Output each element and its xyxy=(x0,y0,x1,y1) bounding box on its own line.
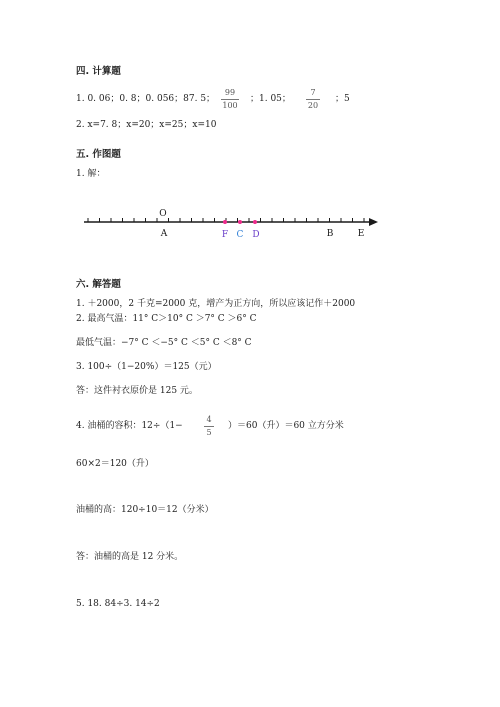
fraction-numerator: 4 xyxy=(206,415,212,424)
point-a-label: A xyxy=(160,229,168,239)
number-line-diagram xyxy=(0,0,500,260)
fraction-denominator: 20 xyxy=(307,101,319,110)
answer-6-4-step-3: 油桶的高：120÷10＝12（分米） xyxy=(76,505,214,515)
section-5-heading: 五. 作图题 xyxy=(76,149,121,160)
point-d-marker xyxy=(253,220,257,224)
fraction-numerator: 99 xyxy=(224,88,236,97)
fraction-denominator: 5 xyxy=(206,428,212,437)
answer-4-1-part-a: 1. 0. 06；0. 8；0. 056；87. 5； xyxy=(76,94,216,104)
fraction-4-5 xyxy=(204,415,214,438)
point-d-label: D xyxy=(252,230,260,240)
fraction-denominator: 100 xyxy=(222,101,238,110)
section-4-heading: 四. 计算题 xyxy=(76,66,121,77)
answer-5-1: 1. 解： xyxy=(76,169,106,179)
point-e-label: E xyxy=(357,229,365,239)
answer-6-2-high: 2. 最高气温：11° C＞10° C ＞7° C ＞6° C xyxy=(76,314,257,324)
answer-6-4-conclusion: 答：油桶的高是 12 分米。 xyxy=(76,552,184,562)
answer-6-5: 5. 18. 84÷3. 14÷2 xyxy=(76,599,160,609)
point-b-label: B xyxy=(326,229,334,239)
answer-4-2: 2. x=7. 8；x=20；x=25；x=10 xyxy=(76,120,217,130)
point-c-marker xyxy=(238,220,242,224)
answer-6-2-low: 最低气温：−7° C ＜−5° C ＜5° C ＜8° C xyxy=(76,338,252,348)
point-f-label: F xyxy=(221,230,229,240)
number-line-arrow xyxy=(369,218,378,226)
section-6-heading: 六. 解答题 xyxy=(76,279,121,290)
answer-6-4-part-b: ）＝60（升）＝60 立方分米 xyxy=(228,421,344,431)
answer-4-1-part-b: ；1. 05； xyxy=(250,94,291,104)
answer-6-3-conclusion: 答：这件衬衣原价是 125 元。 xyxy=(76,386,198,396)
origin-label: O xyxy=(159,209,167,219)
fraction-bar xyxy=(204,426,214,427)
point-f-marker xyxy=(223,220,227,224)
fraction-numerator: 7 xyxy=(310,88,316,97)
answer-6-4-step-2: 60×2＝120（升） xyxy=(76,459,154,469)
answer-6-3: 3. 100÷（1−20%）＝125（元） xyxy=(76,362,217,372)
point-c-label: C xyxy=(236,230,244,240)
answer-4-1-part-c: ；5 xyxy=(335,94,350,104)
answer-6-1: 1. ＋2000，2 千克=2000 克，增产为正方向，所以应该记作＋2000 xyxy=(76,299,356,309)
answer-6-4-part-a: 4. 油桶的容积：12÷（1− xyxy=(76,421,183,431)
